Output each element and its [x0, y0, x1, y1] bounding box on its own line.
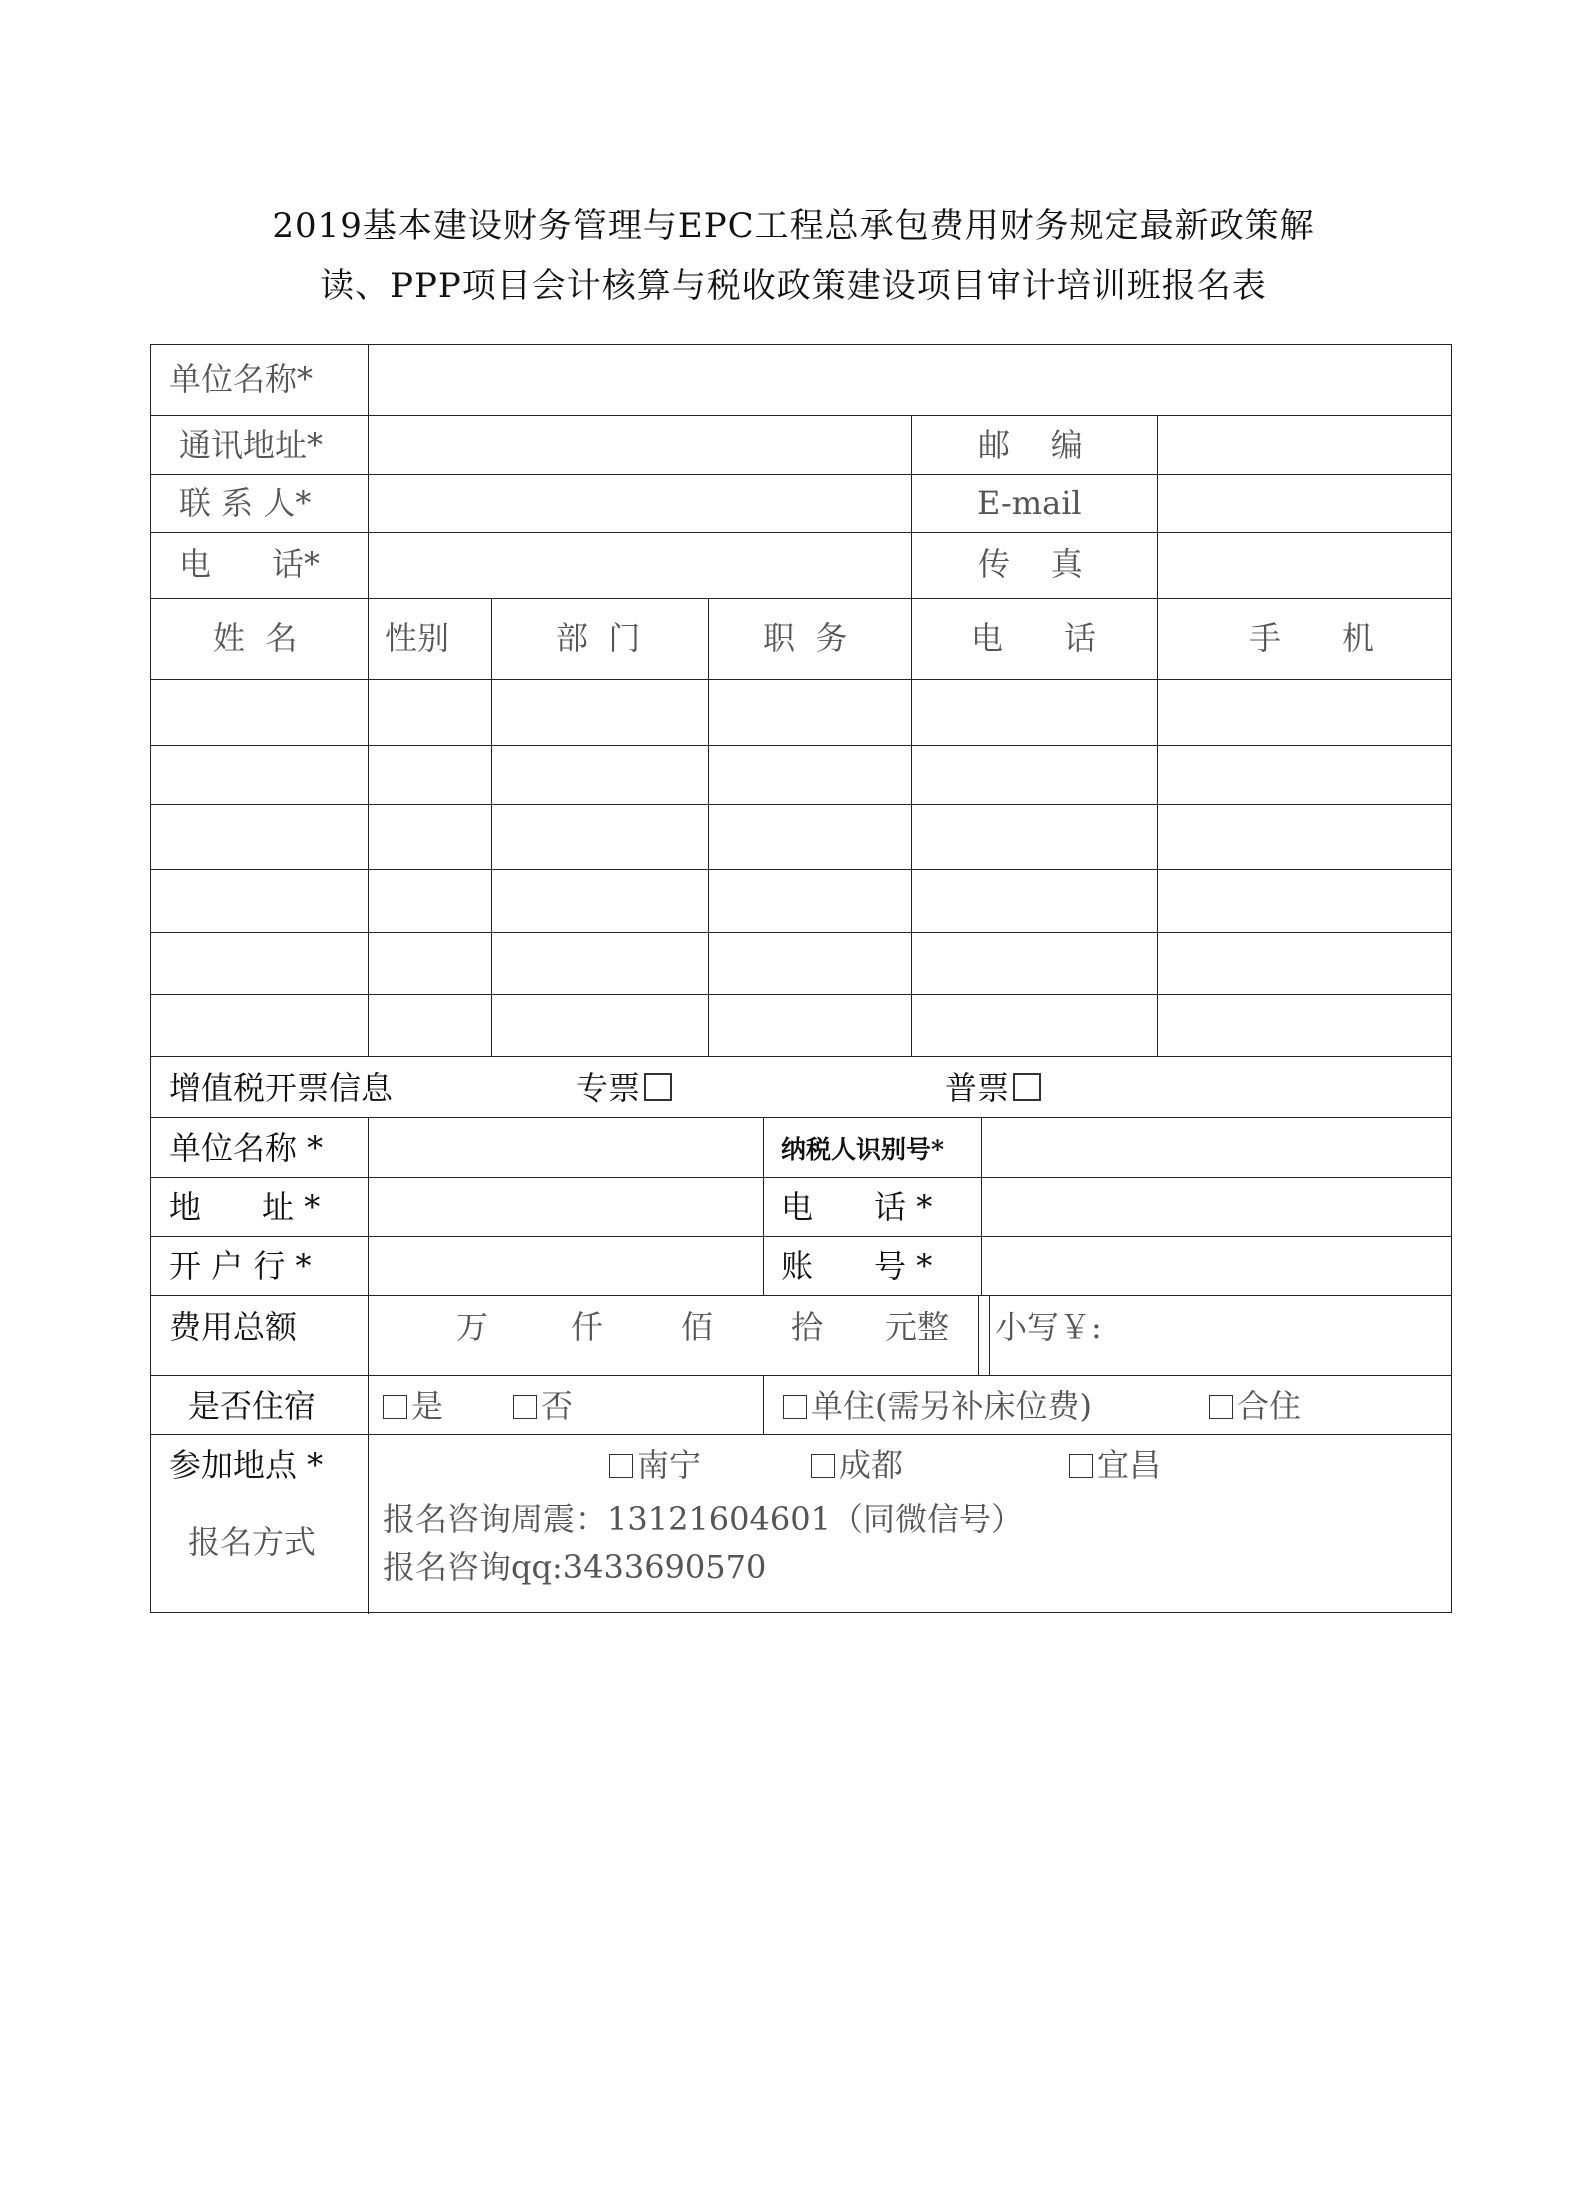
signup-contact-line2: 报名咨询qq:3433690570 [383, 1548, 767, 1586]
unit-name-field[interactable] [370, 346, 1450, 414]
row-divider [151, 1236, 1451, 1237]
fee-unit-yuan: 元整 [885, 1308, 950, 1346]
location-chengdu-label: 成都 [839, 1446, 904, 1484]
row-divider [151, 1434, 1451, 1435]
participant-row[interactable] [152, 747, 1450, 803]
row-divider [151, 745, 1451, 746]
row-divider [151, 1117, 1451, 1118]
address-label: 通讯地址* [179, 426, 324, 464]
invoice-company-label: 单位名称 * [169, 1129, 324, 1167]
lodging-yes-checkbox[interactable] [383, 1395, 407, 1419]
single-room-label: 单住(需另补床位费) [811, 1387, 1092, 1425]
taxid-field[interactable] [983, 1119, 1450, 1176]
location-label: 参加地点 * [169, 1446, 324, 1484]
lodging-label: 是否住宿 [188, 1387, 317, 1425]
row-divider [151, 932, 1451, 933]
col-divider [763, 1117, 764, 1295]
participant-row[interactable] [152, 996, 1450, 1055]
invoice-company-field[interactable] [370, 1119, 762, 1176]
phone-field[interactable] [370, 534, 910, 597]
form-title-line2: 读、PPP项目会计核算与税收政策建设项目审计培训班报名表 [320, 266, 1267, 306]
account-label: 账 号 * [781, 1247, 933, 1285]
shared-room-checkbox[interactable] [1209, 1395, 1233, 1419]
lodging-no-option[interactable] [513, 1387, 574, 1425]
row-divider [151, 994, 1451, 995]
location-nanning-option[interactable] [609, 1446, 702, 1484]
invoice-phone-label: 电 话 * [781, 1188, 933, 1226]
normal-invoice-checkbox[interactable] [1013, 1073, 1041, 1101]
fee-total-label: 费用总额 [169, 1308, 298, 1346]
fax-field[interactable] [1159, 534, 1449, 597]
header-mobile: 手 机 [1249, 619, 1375, 657]
header-department: 部 门 [556, 619, 641, 657]
location-nanning-label: 南宁 [637, 1446, 702, 1484]
location-chengdu-checkbox[interactable] [811, 1454, 835, 1478]
row-divider [151, 869, 1451, 870]
lodging-yes-label: 是 [411, 1387, 444, 1425]
header-phone: 电 话 [971, 619, 1097, 657]
postcode-label: 邮 编 [978, 426, 1083, 464]
single-room-option[interactable] [783, 1387, 1092, 1425]
col-divider [763, 1375, 764, 1434]
header-gender: 性别 [385, 619, 450, 657]
row-divider [151, 598, 1451, 599]
unit-name-label: 单位名称* [169, 360, 314, 398]
header-position: 职 务 [763, 619, 848, 657]
bank-field[interactable] [370, 1238, 762, 1294]
row-divider [151, 532, 1451, 533]
normal-invoice-label: 普票 [945, 1069, 1010, 1107]
invoice-address-field[interactable] [370, 1179, 762, 1235]
email-field[interactable] [1159, 476, 1449, 531]
fee-unit-wan: 万 [456, 1308, 489, 1346]
signup-contact-line1: 报名咨询周震：13121604601（同微信号） [383, 1500, 1023, 1538]
location-chengdu-option[interactable] [811, 1446, 904, 1484]
row-divider [151, 1375, 1451, 1376]
col-divider [911, 415, 912, 599]
fee-amount-field[interactable] [370, 1297, 1450, 1374]
header-name: 姓 名 [213, 619, 298, 657]
bank-label: 开 户 行 * [169, 1247, 312, 1285]
row-divider [151, 415, 1451, 416]
registration-form-table [150, 344, 1452, 1613]
row-divider [151, 474, 1451, 475]
row-divider [151, 1295, 1451, 1296]
signup-method-label: 报名方式 [188, 1523, 317, 1561]
contact-label: 联 系 人* [179, 484, 312, 522]
invoice-info-label: 增值税开票信息 [169, 1069, 394, 1107]
fee-lowercase-label: 小写￥: [995, 1308, 1102, 1346]
location-yichang-option[interactable] [1069, 1446, 1162, 1484]
row-divider [151, 804, 1451, 805]
col-divider [368, 1117, 369, 1614]
lodging-no-label: 否 [541, 1387, 574, 1425]
participant-row[interactable] [152, 681, 1450, 744]
special-invoice-checkbox[interactable] [644, 1073, 672, 1101]
invoice-phone-field[interactable] [983, 1179, 1450, 1235]
contact-field[interactable] [370, 476, 910, 531]
shared-room-label: 合住 [1237, 1387, 1302, 1425]
single-room-checkbox[interactable] [783, 1395, 807, 1419]
invoice-address-label: 地 址 * [169, 1188, 321, 1226]
location-yichang-label: 宜昌 [1097, 1446, 1162, 1484]
taxid-label: 纳税人识别号* [781, 1135, 945, 1164]
email-label: E-mail [977, 484, 1082, 522]
row-divider [151, 1177, 1451, 1178]
fee-unit-shi: 拾 [791, 1308, 824, 1346]
fee-unit-qian: 仟 [571, 1308, 604, 1346]
form-title-line1: 2019基本建设财务管理与EPC工程总承包费用财务规定最新政策解 [272, 206, 1315, 246]
account-field[interactable] [983, 1238, 1450, 1294]
phone-label: 电 话* [179, 545, 321, 583]
participant-row[interactable] [152, 871, 1450, 931]
col-divider [1157, 415, 1158, 599]
fee-unit-bai: 佰 [681, 1308, 714, 1346]
fax-label: 传 真 [978, 545, 1083, 583]
address-field[interactable] [370, 417, 910, 473]
lodging-no-checkbox[interactable] [513, 1395, 537, 1419]
shared-room-option[interactable] [1209, 1387, 1302, 1425]
lodging-yes-option[interactable] [383, 1387, 444, 1425]
participant-row[interactable] [152, 934, 1450, 993]
row-divider [151, 679, 1451, 680]
special-invoice-option[interactable] [576, 1069, 676, 1107]
location-nanning-checkbox[interactable] [609, 1454, 633, 1478]
col-divider [981, 1117, 982, 1295]
postcode-field[interactable] [1159, 417, 1449, 473]
special-invoice-label: 专票 [576, 1069, 641, 1107]
participant-row[interactable] [152, 806, 1450, 868]
row-divider [151, 1056, 1451, 1057]
normal-invoice-option[interactable] [945, 1069, 1045, 1107]
location-yichang-checkbox[interactable] [1069, 1454, 1093, 1478]
